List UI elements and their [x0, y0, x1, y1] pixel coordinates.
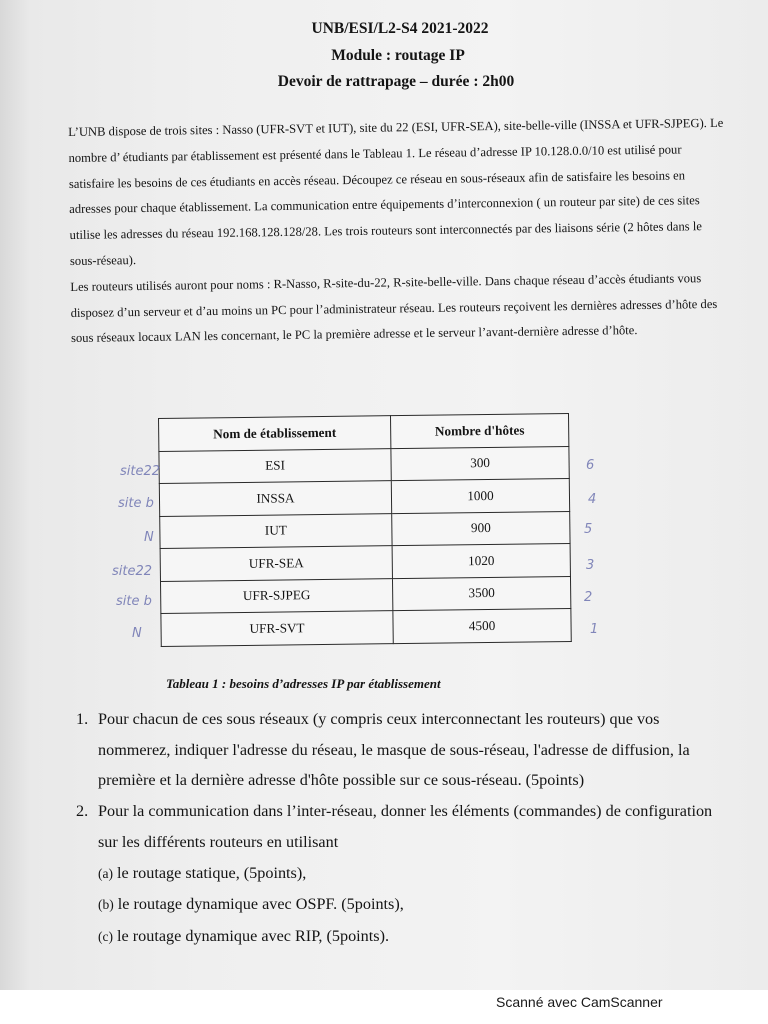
cell-hosts: 3500 — [392, 576, 570, 611]
sub-question-letter: (c) — [98, 928, 113, 944]
sub-question — [98, 889, 730, 921]
hosts-table — [158, 413, 572, 647]
table-row — [161, 608, 571, 646]
scanner-watermark: Scanné avec CamScanner — [496, 994, 663, 1010]
column-header-name: Nom de établissement — [159, 416, 391, 451]
sub-question-text: le routage statique, (5points), — [117, 863, 307, 882]
handwritten-note-left: N — [132, 626, 142, 641]
sub-question-letter: (a) — [98, 865, 113, 881]
cell-establishment: UFR-SVT — [161, 611, 393, 646]
cell-hosts: 1000 — [391, 478, 569, 513]
cell-establishment: UFR-SJPEG — [160, 578, 392, 613]
table-caption: Tableau 1 : besoins d’adresses IP par établissement — [166, 676, 441, 691]
table-row — [160, 576, 570, 614]
intro-text — [68, 111, 731, 352]
intro-paragraph-2: Les routeurs utilisés auront pour noms : R-Nasso, R-site-du-22, R-site-belle-ville. Dans chaque réseau d’accès étudiants vous disposez d’un serveur et d’au moins un PC pour l’administrateur réseau. Les routeurs reçoivent les dernières adresses d’hôte des sous réseaux locaux LAN les concernant, le PC la première adresse et le serveur l’avant-dernière adresse d’hôte. — [70, 270, 718, 346]
cell-hosts: 1020 — [392, 543, 570, 578]
handwritten-note-right: 5 — [584, 522, 593, 537]
table-row — [159, 446, 569, 484]
table-row — [160, 511, 570, 549]
column-header-hosts: Nombre d'hôtes — [390, 413, 568, 448]
question-text: Pour la communication dans l’inter-réseau, donner les éléments (commandes) de configuration sur les différents routeurs en utilisant — [98, 802, 713, 851]
cell-establishment: INSSA — [159, 481, 391, 516]
table-row — [159, 478, 569, 516]
header-module: Module : routage IP — [331, 47, 465, 64]
hosts-table-wrapper — [158, 413, 572, 647]
sub-question — [98, 921, 730, 953]
handwritten-note-right: 4 — [588, 492, 597, 507]
handwritten-note-left: site22 — [112, 564, 153, 579]
handwritten-note-left: N — [144, 530, 154, 545]
question-text: Pour chacun de ces sous réseaux (y compris ceux interconnectant les routeurs) que vos nommerez, indiquer l'adresse du réseau, le masque de sous-réseau, l'adresse de diffusion, la première et la dernière adresse d'hôte possible sur ce sous-réseau. (5points) — [98, 710, 690, 790]
questions-list — [70, 704, 730, 953]
handwritten-note-left: site b — [118, 496, 154, 511]
handwritten-note-right: 2 — [584, 590, 593, 605]
handwritten-note-left: site b — [116, 594, 152, 609]
question-2 — [70, 796, 730, 953]
header-course: UNB/ESI/L2-S4 2021-2022 — [311, 20, 489, 37]
sub-question-text: le routage dynamique avec OSPF. (5points), — [117, 895, 404, 914]
table-row — [160, 543, 570, 581]
cell-establishment: UFR-SEA — [160, 546, 392, 581]
cell-hosts: 4500 — [393, 608, 571, 643]
question-1 — [70, 704, 730, 796]
intro-paragraph-1: L’UNB dispose de trois sites : Nasso (UFR-SVT et IUT), site du 22 (ESI, UFR-SEA), site-belle-ville (INSSA et UFR-SJPEG). Le nombre d’ étudiants par établissement est présenté dans le Tableau 1. Le réseau d’adresse IP 10.128.0.0/10 est utilisé pour satisfaire les besoins de ces étudiants en accès réseau. Découpez ce réseau en sous-réseaux afin de satisfaire les besoins en adresses pour chaque établissement. La communication entre équipements d’interconnexion ( un routeur par site) de ces sites utilise les adresses du réseau 192.168.128.128/28. Les trois routeurs sont interconnectés par des liaisons série (2 hôtes dans le sous-réseau). — [68, 115, 724, 268]
sub-question-text: le routage dynamique avec RIP, (5points). — [117, 926, 390, 945]
sub-question — [98, 858, 730, 890]
sub-question-letter: (b) — [98, 897, 114, 913]
question-number: 1. — [76, 710, 89, 728]
cell-establishment: IUT — [160, 513, 392, 548]
handwritten-note-left: site22 — [120, 464, 161, 479]
handwritten-note-right: 3 — [586, 558, 595, 573]
cell-hosts: 900 — [392, 511, 570, 546]
cell-establishment: ESI — [159, 448, 391, 483]
cell-hosts: 300 — [391, 446, 569, 481]
handwritten-note-right: 1 — [590, 622, 599, 637]
question-number: 2. — [76, 802, 89, 821]
table-header-row — [159, 413, 569, 451]
header-exam-title: Devoir de rattrapage – durée : 2h00 — [277, 73, 515, 90]
handwritten-note-right: 6 — [586, 458, 595, 473]
